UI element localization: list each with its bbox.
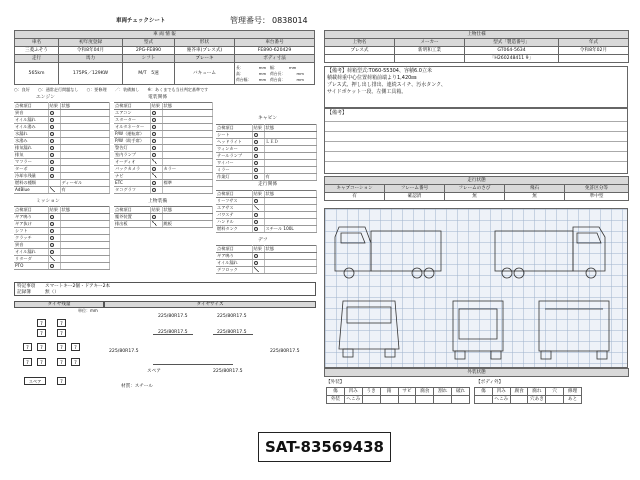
legend: ○：良好 ○：通常走行問題なし ○：要修理 ／：装備無し ※：あくまでも当社判定基準です [14,87,209,92]
note-line [325,121,627,122]
tire-rear-4: 7 [71,343,80,351]
tire-size-title: タイヤサイズ [104,301,316,308]
col-header: 結果 [150,103,162,110]
check-item: 塵芥装置 [114,214,150,221]
tire-front-left-2: 7 [37,329,46,337]
result-mark [50,250,54,254]
result-mark [254,147,258,151]
damage-code: 錆 [380,388,398,396]
top-spec-table [324,30,629,63]
check-item: 水滲み [14,138,48,145]
check-item: オイル滲み [14,124,48,131]
result-mark [50,243,54,247]
na-mark [50,256,55,261]
top-equipment-table [114,206,213,228]
col-header: 状態 [264,191,316,198]
exterior-diagram [324,208,628,368]
result-mark [254,154,258,158]
top-maker-value: 新明和工業 [395,47,465,55]
wheel-material: 材質：スチール [121,384,153,389]
maker-value: 三菱ふそう [15,47,59,55]
header-cell: 型式 [123,39,175,47]
damage-code: 修理 [564,388,582,396]
check-item: 燃料タンク [216,226,252,233]
na-mark [152,173,157,178]
top-model-value: GT064-5634 [465,47,559,55]
result-mark [50,236,54,240]
chassis-number-value: FE890-620429 [235,47,315,55]
brake-value: バキューム [175,63,235,85]
check-item: ターボ [14,166,48,173]
header-cell: 車名 [15,39,59,47]
damage-legend-table [324,368,629,377]
spare-row-label: スペア [147,369,161,374]
records-value: 無（） [45,290,59,295]
damage-code: 傷 [475,388,493,396]
check-item: P/W（助手席） [114,138,150,145]
result-mark [254,133,258,137]
special-notes-label: 特記事項 [17,284,36,289]
mission-title: ミッション [36,199,60,204]
electrical-table [114,102,213,194]
check-item: PTO [14,263,48,270]
result-mark [152,153,156,157]
check-item: 警告灯 [114,145,150,152]
header-cell: 年式 [559,39,629,47]
damage-code: 腐れ [528,388,546,396]
damage-desc: 外装 [327,396,345,404]
result-mark [254,220,258,224]
check-item: リターダ [14,256,48,263]
top-equipment-note: 跳板 [162,221,212,228]
na-mark [50,187,55,192]
remark-line: 【備考】荷箱型式:T060-55304、容積6.0立米 [327,68,432,74]
tire-rear-8: 7 [71,358,80,366]
vehicle-info-title: 車 両 情 報 [15,31,315,39]
damage-codes-left [326,387,470,404]
col-header: 点検項目 [14,207,48,214]
result-mark [152,139,156,143]
result-mark [50,167,54,171]
result-mark [50,139,54,143]
engine-title: エンジン [36,95,55,100]
check-item: ギア鳴り [14,214,48,221]
engine-table [14,102,110,194]
note-line [325,141,627,142]
result-mark [50,174,54,178]
result-mark [254,254,258,258]
check-item: エアコン [114,110,150,117]
electrical-title: 電装関係 [148,95,168,100]
dim-line: 長： mm 幅： mm [236,64,297,70]
result-mark [50,153,54,157]
check-item: シート [216,132,252,139]
check-item: 異音 [14,242,48,249]
spare-tire-value: 7 [57,377,66,385]
top-spec-title: 上物仕様 [325,31,629,39]
col-header: 結果 [48,103,60,110]
header-cell: 車台番号 [235,39,315,47]
header-cell: 型式「製造番号」 [465,39,559,47]
check-item: オイル漏れ [14,117,48,124]
damage-desc: へこみ [492,396,510,404]
col-header: 結果 [48,207,60,214]
management-number-label: 管理番号： [230,16,270,25]
tire-size-mid-2: 225/80R17.5 [217,330,247,335]
col-header: 結果 [252,191,264,198]
remark-line: プレス式、押し出し排出、連続スイチ、汚水タンク、 [327,82,446,88]
header-cell: ブレーキ [175,55,235,63]
damage-desc: へこみ [344,396,362,404]
remark-line: 積載荷重中心位置荷箱前端より1,420㎜ [327,75,417,81]
col-header: 状態 [162,207,212,214]
col-header: 点検項目 [216,125,252,132]
first-registration-value: 令和8年04月 [59,47,123,55]
frame-number-value: 確認済 [385,193,445,201]
mileage-value: 565km [15,63,59,85]
camera-value: カラー [162,166,212,173]
tire-rear-2: 7 [37,343,46,351]
etc-value: 標準 [162,180,212,187]
top-serial-value: 「H260248411 9」 [465,55,559,63]
diff-table [216,245,317,274]
chipping-value: 無 [505,193,565,201]
remarks-2-label: 【備考】 [327,110,348,116]
result-mark [50,146,54,150]
result-mark [152,181,156,185]
stock-number-label: SAT-83569438 [258,432,391,462]
truck-outline-drawings [325,209,629,369]
vehicle-info-table [14,30,315,85]
result-mark [50,111,54,115]
spare-tire: スペア [24,377,46,385]
col-header: 結果 [150,207,162,214]
check-item: 室内ランプ [114,152,150,159]
damage-code: 凹み [344,388,362,396]
records-label: 記録簿 [17,290,31,295]
cab-caution-value: 有 [325,193,385,201]
result-mark [254,161,258,165]
damage-code: 腐食 [416,388,434,396]
damage-code: 腐食 [510,388,528,396]
mission-table [14,206,110,270]
check-sheet [8,18,632,418]
col-header: 状態 [264,125,316,132]
check-item: ワイパー [216,160,252,167]
management-number: 0838014 [272,16,308,25]
check-item: シフト [14,228,48,235]
result-mark [254,168,258,172]
dim-line: 荷台幅： mm 荷台高： mm [236,76,304,82]
damage-desc: あと [564,396,582,404]
na-mark [152,159,157,164]
note-line [325,131,627,132]
tire-front-left: 7 [37,319,46,327]
header-cell: ボディ寸法 [235,55,315,63]
check-item: リーフサス [216,198,252,205]
check-item: 水漏れ [14,131,48,138]
special-notes-value: スマートキー2個・ドアキー2本 [45,284,111,289]
col-header: 状態 [60,103,109,110]
check-item: 排気漏れ [14,145,48,152]
result-mark [254,199,258,203]
tire-rear-6: 7 [37,358,46,366]
running-title: 走行関係 [258,182,278,187]
result-mark [152,111,156,115]
result-mark [50,125,54,129]
cabin-title: キャビン [258,116,278,121]
remark-line: サイドポケット一段、左側工具箱。 [327,89,407,95]
top-equipment-title: 上物装備 [148,199,168,204]
result-mark [50,160,54,164]
check-item: クラッチ [14,235,48,242]
check-item: 排出板 [114,221,150,228]
check-item: 燃料の種類 [14,180,48,187]
check-item: ハンドル [216,219,252,226]
result-mark [152,188,156,192]
result-mark [50,264,54,268]
header-cell: 免許区分等 [565,185,629,193]
spare-size: 225/80R17.5 [213,369,243,374]
frame-rust-value: 無 [445,193,505,201]
check-item: ヘッドライト [216,139,252,146]
result-mark [152,215,156,219]
result-mark [254,227,258,231]
na-mark [152,221,157,226]
dim-line: 高： mm 荷台長： mm [236,70,304,76]
na-mark [254,205,259,210]
result-mark [50,222,54,226]
remarks-2-box [324,108,628,174]
col-header: 点検項目 [114,103,150,110]
col-header: 結果 [252,246,264,253]
check-item: P/W（運転席） [114,131,150,138]
tire-unit: 単位：mm [78,308,98,313]
col-header: 状態 [60,207,109,214]
cabin-table [216,124,317,181]
check-item: タコグラフ [114,187,150,194]
na-mark [254,267,259,272]
tire-front-right: 7 [57,319,66,327]
result-mark [254,175,258,179]
top-name-value: プレス式 [325,47,395,55]
tire-size-rear-right: 225/80R17.5 [270,349,300,354]
check-item: オルタネーター [114,124,150,131]
damage-code: 破れ [452,388,470,396]
col-header: 結果 [252,125,264,132]
check-item: エアサス [216,205,252,212]
check-item: バックカメラ [114,166,150,173]
check-item: オイル漏れ [14,249,48,256]
damage-codes-right [474,387,582,404]
damage-code: サビ [398,388,416,396]
damage-code: うき [362,388,380,396]
result-mark [50,118,54,122]
header-cell: 形状 [175,39,235,47]
col-header: 点検項目 [216,246,252,253]
header-cell: メーカー [395,39,465,47]
fuel-tank-value: スチール 100L [264,226,316,233]
damage-code: 凹み [492,388,510,396]
work-light-value: 有 [264,174,316,181]
header-cell: フレームのさび [445,185,505,193]
frame-status-table [324,176,629,201]
tire-line [213,334,253,335]
note-line [325,151,627,152]
damage-desc: 穴あき [528,396,546,404]
tire-size-front-1: 225/80R17.5 [158,314,188,319]
exterior-left-label: 【外装】 [326,380,345,385]
result-mark [152,146,156,150]
tire-line [153,334,193,335]
check-item: AdBlue [14,187,48,194]
diff-title: デフ [258,238,268,243]
check-item: ミラー [216,167,252,174]
header-cell: 上物名 [325,39,395,47]
check-item: ウィンカー [216,146,252,153]
check-item: テールランプ [216,153,252,160]
headlight-value: ＬＥＤ [264,139,316,146]
tire-size-mid-1: 225/80R17.5 [158,330,188,335]
tire-size-rear-left: 225/80R17.5 [109,349,139,354]
check-item: 作業灯 [216,174,252,181]
adblue-value: 有 [60,187,109,194]
col-header: 点検項目 [114,207,150,214]
check-item: パワステ [216,212,252,219]
result-mark [50,132,54,136]
check-item: マフラー [14,159,48,166]
tire-remaining-title: タイヤ残量 [14,301,104,308]
check-item: デフロック [216,267,252,274]
tire-line [153,364,233,365]
damage-code: 傷 [327,388,345,396]
fuel-type-value: ディーゼル [60,180,109,187]
header-cell: フレーム番号 [385,185,445,193]
check-item: オイル漏れ [216,260,252,267]
frame-status-title: 走行状態 [325,177,629,185]
header-cell: キャブコーション [325,185,385,193]
col-header: 点検項目 [14,103,48,110]
tire-rear-3: 7 [57,343,66,351]
exterior-title: 外装状態 [325,369,629,377]
remarks-box [324,66,628,108]
body-dimensions [235,63,315,85]
header-cell: 初年度登録 [59,39,123,47]
note-line [325,161,627,162]
result-mark [152,132,156,136]
check-item: ナビ [114,173,150,180]
top-year-value: 令和8年02月 [559,47,629,55]
result-mark [152,125,156,129]
result-mark [50,229,54,233]
tire-rear-1: 7 [23,343,32,351]
result-mark [254,261,258,265]
running-table [216,190,317,233]
check-item: スターター [114,117,150,124]
sheet-title: 車両チェックシート [116,18,166,24]
col-header: 状態 [162,103,212,110]
check-item: 冷却水残量 [14,173,48,180]
shift-value: M/T 5速 [123,63,175,85]
model-value: 2PG-FE890 [123,47,175,55]
horsepower-value: 175PS／129KW [59,63,123,85]
check-item: オーディオ [114,159,150,166]
header-cell: 馬力 [59,55,123,63]
license-class-value: 準中型 [565,193,629,201]
special-notes [14,282,316,296]
check-item: 異音 [14,110,48,117]
result-mark [50,215,54,219]
result-mark [152,167,156,171]
header-cell: 走行 [15,55,59,63]
shape-value: 塵芥車(プレス式) [175,47,235,55]
col-header: 状態 [264,246,316,253]
check-item: 排気 [14,152,48,159]
tire-rear-7: 7 [57,358,66,366]
col-header: 点検項目 [216,191,252,198]
damage-code: 割れ [434,388,452,396]
result-mark [254,140,258,144]
exterior-right-label: 【ボディ外】 [476,380,504,385]
tire-size-front-2: 225/80R17.5 [217,314,247,319]
check-item: ETC [114,180,150,187]
tire-rear-5: 7 [23,358,32,366]
header-cell: 飛石 [505,185,565,193]
check-item: ギア抜け [14,221,48,228]
result-mark [254,213,258,217]
result-mark [152,118,156,122]
tire-front-right-2: 7 [57,329,66,337]
check-item: ギア鳴り [216,253,252,260]
header-cell: シフト [123,55,175,63]
damage-code: 穴 [546,388,564,396]
